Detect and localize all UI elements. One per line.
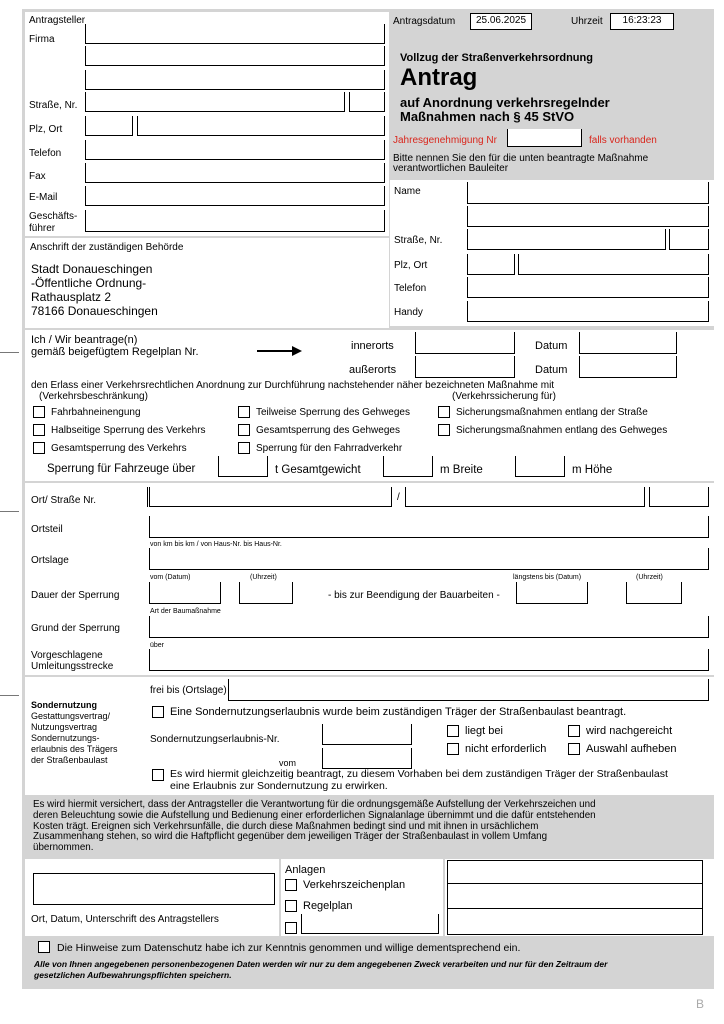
time-label: Uhrzeit [571, 16, 603, 27]
road-safety-checkbox[interactable] [438, 406, 450, 418]
outside-date-field[interactable] [579, 356, 677, 378]
safety-note: (Verkehrssicherung für) [452, 391, 556, 402]
supervisor-street-field[interactable] [467, 229, 666, 250]
clear-selection-checkbox[interactable] [568, 743, 580, 755]
margin-mark [0, 352, 19, 353]
permit-applied-checkbox[interactable] [152, 706, 164, 718]
full-closure-label: Gesamtsperrung des Verkehrs [51, 443, 187, 454]
supervisor-hint-2: verantwortlichen Bauleiter [393, 163, 509, 174]
special-use-title: Sondernutzung [31, 700, 97, 710]
supervisor-city-field[interactable] [518, 254, 709, 275]
full-closure-checkbox[interactable] [33, 442, 45, 454]
margin-mark [0, 511, 19, 512]
inside-date-field[interactable] [579, 332, 677, 354]
also-apply-text-2: eine Erlaubnis zur Sondernutzung zu erwirken. [170, 780, 388, 792]
special-use-desc-1: Gestattungsvertrag/ [31, 711, 111, 721]
authority-line-1: Stadt Donaueschingen [31, 262, 153, 276]
outside-date-label: Datum [535, 364, 568, 376]
permit-from-field[interactable] [322, 748, 412, 769]
annual-permit-field[interactable] [507, 129, 582, 147]
submitted-later-checkbox[interactable] [568, 725, 580, 737]
detour-hint: über [150, 642, 165, 649]
submitted-later-label: wird nachgereicht [586, 725, 673, 737]
detour-field[interactable] [149, 649, 709, 671]
form-title-line-3: Maßnahmen nach § 45 StVO [400, 109, 575, 124]
full-sidewalk-label: Gesamtsperrung des Gehweges [256, 425, 400, 436]
partial-sidewalk-label: Teilweise Sperrung des Gehweges [256, 407, 410, 418]
authority-line-4: 78166 Donaueschingen [31, 304, 158, 318]
location-street-field-2[interactable] [405, 487, 645, 507]
attachment-note-2[interactable] [447, 884, 703, 909]
reason-field[interactable] [149, 616, 709, 638]
signature-label: Ort, Datum, Unterschrift des Antragstellers [31, 914, 219, 925]
width-unit-label: m Breite [440, 464, 483, 476]
email-field[interactable] [85, 186, 385, 206]
special-use-desc-3: Sondernutzungs- [31, 733, 100, 743]
declaration-text [33, 800, 713, 854]
applicant-heading: Antragsteller [29, 15, 86, 26]
restriction-note: (Verkehrsbeschränkung) [39, 391, 148, 402]
decree-text: den Erlass einer Verkehrsrechtlichen Anordnung zur Durchführung nachstehender näher bezeichneten Maßnahme mit [31, 380, 555, 391]
supervisor-hint: Bitte nennen Sie den für die unten beantragte Maßnahme [393, 153, 649, 164]
time-field[interactable]: 16:23:23 [610, 13, 674, 30]
manager-field[interactable] [85, 210, 385, 232]
not-required-label: nicht erforderlich [465, 743, 547, 755]
margin-mark [0, 695, 19, 696]
zip-field[interactable] [85, 116, 133, 136]
attachments-panel [281, 859, 443, 936]
lane-narrowing-label: Fahrbahneinengung [51, 407, 141, 418]
location-slash: / [397, 492, 400, 503]
vehicle-restriction-label: Sperrung für Fahrzeuge über [47, 463, 196, 475]
street-label: Straße, Nr. [29, 100, 78, 111]
bicycle-closure-checkbox[interactable] [238, 442, 250, 454]
location-divider [147, 487, 148, 507]
weight-unit-label: t Gesamtgewicht [275, 464, 361, 476]
zip-city-label: Plz, Ort [29, 124, 63, 135]
declaration-line-5: übernommen. [33, 842, 94, 854]
location-street-field[interactable] [149, 487, 392, 507]
latest-time-field[interactable] [626, 582, 682, 604]
special-use-desc-2: Nutzungsvertrag [31, 722, 98, 732]
annual-permit-hint: falls vorhanden [589, 135, 657, 146]
authority-line-3: Rathausplatz 2 [31, 290, 112, 304]
latest-date-field[interactable] [516, 582, 588, 604]
rule-plan-checkbox[interactable] [285, 900, 297, 912]
clear-selection-label: Auswahl aufheben [586, 743, 677, 755]
detour-label-2: Umleitungsstrecke [31, 661, 114, 672]
from-time-hint: (Uhrzeit) [250, 574, 277, 581]
privacy-note-1: Alle von Ihnen angegebenen personenbezogenen Daten werden wir nur zu dem angegebenen Zweck verarbeiten und nur für den Zeitraum der [34, 959, 608, 969]
permit-number-label: Sondernutzungserlaubnis-Nr. [150, 734, 280, 745]
declaration-line-1: Es wird hiermit versichert, dass der Antragsteller die Verantwortung für die ordnungsgemäße Aufstellung der Verkehrszeichen und [33, 799, 596, 810]
privacy-note-2: gesetzlichen Aufbewahrungspflichten speichern. [34, 970, 232, 980]
also-apply-checkbox[interactable] [152, 769, 164, 781]
company-field-1[interactable] [85, 24, 385, 44]
manager-label-2: führer [29, 223, 56, 234]
supervisor-phone-label: Telefon [394, 283, 427, 294]
supervisor-panel [390, 180, 714, 326]
attached-checkbox[interactable] [447, 725, 459, 737]
supervisor-name-label: Name [394, 186, 421, 197]
traffic-sign-plan-checkbox[interactable] [285, 879, 297, 891]
fax-field[interactable] [85, 163, 385, 183]
position-label: Ortslage [31, 555, 69, 566]
from-time-field[interactable] [239, 582, 293, 604]
form-title: Antrag [400, 64, 478, 91]
attachments-label: Anlagen [285, 864, 326, 876]
form-subtitle: Vollzug der Straßenverkehrsordnung [400, 52, 593, 64]
supervisor-mobile-label: Handy [394, 307, 423, 318]
bicycle-closure-label: Sperrung für den Fahrradverkehr [256, 443, 403, 454]
supervisor-name-field[interactable] [467, 182, 709, 204]
signature-panel [25, 859, 279, 936]
request-line-2: gemäß beigefügtem Regelplan Nr. [31, 346, 199, 358]
traffic-sign-plan-label: Verkehrszeichenplan [303, 879, 406, 891]
also-apply-text: Es wird hiermit gleichzeitig beantragt, zu diesem Vorhaben bei dem zuständigen Träger der Straßenbaulast [170, 768, 668, 780]
free-until-label: frei bis (Ortslage) [150, 685, 227, 696]
district-label: Ortsteil [31, 524, 63, 535]
not-required-checkbox[interactable] [447, 743, 459, 755]
inside-date-label: Datum [535, 340, 568, 352]
rule-plan-label: Regelplan [303, 900, 353, 912]
privacy-consent-label: Die Hinweise zum Datenschutz habe ich zur Kenntnis genommen und willige dementsprechend ein. [57, 942, 521, 954]
special-use-desc-4: erlaubnis des Trägers [31, 744, 118, 754]
authority-label: Anschrift der zuständigen Behörde [30, 242, 184, 253]
manager-label: Geschäfts- [29, 211, 78, 222]
attachments-notes-panel [445, 859, 714, 936]
district-field[interactable] [149, 516, 709, 538]
company-field-2[interactable] [85, 46, 385, 66]
outside-town-label: außerorts [349, 364, 397, 376]
house-number-field[interactable] [349, 92, 385, 112]
from-date-field[interactable] [149, 582, 221, 604]
signature-field[interactable] [33, 873, 275, 905]
location-panel [25, 483, 714, 675]
half-closure-checkbox[interactable] [33, 424, 45, 436]
lane-narrowing-checkbox[interactable] [33, 406, 45, 418]
half-closure-label: Halbseitige Sperrung des Verkehrs [51, 425, 206, 436]
reason-hint: Art der Baumaßnahme [150, 608, 221, 615]
from-date-hint: vom (Datum) [150, 574, 191, 581]
permit-from-label: vom [279, 758, 297, 768]
city-field[interactable] [137, 116, 385, 136]
authority-line-2: -Öffentliche Ordnung- [31, 276, 147, 290]
reason-label: Grund der Sperrung [31, 623, 120, 634]
declaration-line-3: Kosten trägt. Ereignen sich Verkehrsunfälle, die durch diese Maßnahmen bedingt sind und mit ihnen in ursächlichem [33, 820, 539, 832]
position-hint: von km bis km / von Haus-Nr. bis Haus-Nr. [150, 541, 282, 548]
attachment-note-1[interactable] [447, 860, 703, 884]
street-field[interactable] [85, 92, 345, 112]
application-date-field[interactable]: 25.06.2025 [470, 13, 532, 30]
other-attachment-field[interactable] [301, 914, 439, 934]
road-safety-label: Sicherungsmaßnahmen entlang der Straße [456, 407, 648, 418]
declaration-line-4: Zusammenhang stehen, so wird die Haftpflicht gegenüber dem jeweiligen Träger der Straßenbaulast in vollem Umfang [33, 831, 548, 843]
request-line-1: Ich / Wir beantrage(n) [31, 334, 138, 346]
special-use-desc-5: der Straßenbaulast [31, 755, 108, 765]
phone-label: Telefon [29, 148, 62, 159]
supervisor-zip-label: Plz, Ort [394, 260, 428, 271]
fax-label: Fax [29, 171, 46, 182]
company-label: Firma [29, 34, 55, 45]
latest-time-hint: (Uhrzeit) [636, 574, 663, 581]
permit-number-field[interactable] [322, 724, 412, 745]
supervisor-mobile-field[interactable] [467, 301, 709, 322]
width-field[interactable] [383, 456, 433, 477]
request-panel [25, 330, 714, 481]
other-attachment-checkbox[interactable] [285, 922, 297, 934]
full-sidewalk-checkbox[interactable] [238, 424, 250, 436]
applicant-panel [25, 12, 389, 236]
sidewalk-safety-label: Sicherungsmaßnahmen entlang des Gehweges [456, 425, 668, 436]
attached-label: liegt bei [465, 725, 503, 737]
arrow-right-icon [257, 346, 303, 356]
detour-label: Vorgeschlagene [31, 650, 103, 661]
latest-date-hint: längstens bis (Datum) [513, 574, 582, 581]
page-letter: B [696, 997, 705, 1011]
position-field[interactable] [149, 548, 709, 570]
special-use-panel [25, 677, 714, 795]
weight-field[interactable] [218, 456, 268, 477]
form-title-line-2: auf Anordnung verkehrsregelnder [400, 95, 610, 110]
authority-panel [25, 238, 389, 328]
free-until-field[interactable] [228, 679, 709, 701]
outside-town-field[interactable] [415, 356, 515, 378]
inside-town-label: innerorts [351, 340, 394, 352]
permit-applied-label: Eine Sondernutzungserlaubnis wurde beim zuständigen Träger der Straßenbaulast beantragt. [170, 706, 627, 718]
location-house-number-field[interactable] [649, 487, 709, 507]
supervisor-phone-field[interactable] [467, 277, 709, 298]
supervisor-zip-field[interactable] [467, 254, 515, 275]
supervisor-name-field-2[interactable] [467, 206, 709, 227]
attachment-note-3[interactable] [447, 909, 703, 935]
email-label: E-Mail [29, 192, 58, 203]
height-unit-label: m Höhe [572, 464, 613, 476]
phone-field[interactable] [85, 140, 385, 160]
location-street-label: Ort/ Straße Nr. [31, 495, 97, 506]
annual-permit-label: Jahresgenehmigung Nr [393, 135, 497, 146]
privacy-consent-checkbox[interactable] [38, 941, 50, 953]
height-field[interactable] [515, 456, 565, 477]
sidewalk-safety-checkbox[interactable] [438, 424, 450, 436]
declaration-line-2: deren Beleuchtung sowie die Aufstellung und Bedienung einer erforderlichen Signalanlage übernimmt und die dafür entstehenden [33, 809, 596, 821]
duration-label: Dauer der Sperrung [31, 590, 120, 601]
supervisor-house-number-field[interactable] [669, 229, 709, 250]
date-label: Antragsdatum [393, 16, 456, 27]
company-field-3[interactable] [85, 70, 385, 90]
inside-town-field[interactable] [415, 332, 515, 354]
supervisor-street-label: Straße, Nr. [394, 235, 443, 246]
until-end-text: - bis zur Beendigung der Bauarbeiten - [328, 590, 500, 601]
partial-sidewalk-checkbox[interactable] [238, 406, 250, 418]
